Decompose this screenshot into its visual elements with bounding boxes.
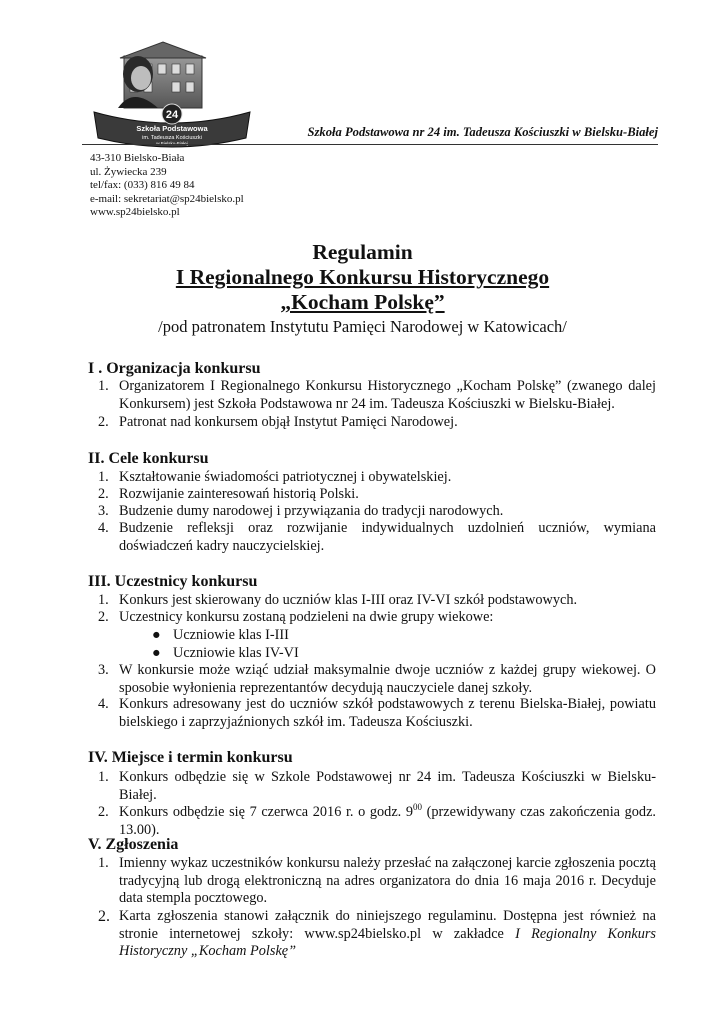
section-heading: IV. Miejsce i termin konkursu xyxy=(88,749,293,766)
bullet-text: Uczniowie klas I-III xyxy=(173,627,289,643)
list-item xyxy=(98,609,656,627)
document-title xyxy=(0,240,725,337)
bullet-item xyxy=(152,645,299,663)
bullet-item xyxy=(152,627,289,645)
school-address xyxy=(90,152,244,220)
list-item xyxy=(98,592,656,610)
bullet-icon: ● xyxy=(152,645,161,661)
item-text: Rozwijanie zainteresowań historią Polski. xyxy=(119,486,359,502)
title-line-1: Regulamin xyxy=(312,240,413,264)
section-heading: II. Cele konkursu xyxy=(88,450,209,467)
item-number: 2. xyxy=(98,486,109,502)
address-line: 43-310 Bielsko-Biała xyxy=(90,152,185,164)
logo-number: 24 xyxy=(165,109,179,121)
list-item xyxy=(98,855,656,908)
list-item xyxy=(98,520,656,555)
list-item xyxy=(98,469,656,487)
list-item xyxy=(98,503,656,521)
logo-text-1: Szkoła Podstawowa xyxy=(136,124,208,133)
item-number: 4. xyxy=(98,696,109,712)
item-text: Konkurs adresowany jest do uczniów szkół podstawowych z terenu Bielska-Białej, powiatu bielskiego i zaprzyjaźnionych szkół im. Tadeusza Kościuszki. xyxy=(119,696,656,730)
item-number: 2. xyxy=(98,804,109,820)
item-text xyxy=(119,908,656,961)
list-item xyxy=(98,696,656,731)
item-number: 3. xyxy=(98,662,109,678)
item-text: Uczestnicy konkursu zostaną podzieleni na dwie grupy wiekowe: xyxy=(119,609,494,625)
item-text: Budzenie refleksji oraz rozwijanie indywidualnych uzdolnień uczniów, wymiana doświadczeń kadry nauczycielskiej. xyxy=(119,520,656,554)
item-text: Imienny wykaz uczestników konkursu należy przesłać na załączonej karcie zgłoszenia pocztą tradycyjną lub drogą elektroniczną na adres organizatora do dnia 16 maja 2016 r. Decyduje data stempla pocztowego. xyxy=(119,855,656,906)
item-text xyxy=(119,804,656,839)
list-item xyxy=(98,769,656,804)
title-line-3: „Kocham Polskę” xyxy=(280,290,445,314)
item-text: Organizatorem I Regionalnego Konkursu Historycznego „Kocham Polskę” (zwanego dalej Konkursem) jest Szkoła Podstawowa nr 24 im. Tadeusza Kościuszki w Bielsku-Białej. xyxy=(119,378,656,412)
item-text-part: (przewidywany czas zakończenia godz. 13.00). xyxy=(119,804,656,838)
list-item xyxy=(98,486,656,504)
section-heading: V. Zgłoszenia xyxy=(88,836,179,853)
item-text: Kształtowanie świadomości patriotycznej i obywatelskiej. xyxy=(119,469,452,485)
item-number: 4. xyxy=(98,520,109,536)
school-logo xyxy=(88,38,256,150)
list-item xyxy=(98,378,656,413)
patronage-line: /pod patronatem Instytutu Pamięci Narodowej w Katowicach/ xyxy=(158,317,567,336)
item-text: Patronat nad konkursem objął Instytut Pamięci Narodowej. xyxy=(119,414,458,430)
bullet-icon: ● xyxy=(152,627,161,643)
address-line: ul. Żywiecka 239 xyxy=(90,165,167,178)
email-line: e-mail: sekretariat@sp24bielsko.pl xyxy=(90,192,244,205)
item-number: 2. xyxy=(98,609,109,625)
logo-text-3: w Bielsku-Białej xyxy=(156,141,188,146)
item-number: 1. xyxy=(98,378,109,394)
item-text-part: Konkurs odbędzie się 7 czerwca 2016 r. o godz. 9 xyxy=(119,804,414,820)
item-text-part: Karta zgłoszenia stanowi załącznik do niniejszego regulaminu. Dostępna jest również na stronie internetowej szkoły: www.sp24bielsko.pl w zakładce xyxy=(119,908,656,942)
website-line: www.sp24bielsko.pl xyxy=(90,206,180,219)
item-text-italic: I Regionalny Konkurs Historyczny „Kocham Polskę” xyxy=(119,925,656,959)
list-item xyxy=(98,662,656,697)
list-item xyxy=(98,414,656,432)
bullet-text: Uczniowie klas IV-VI xyxy=(173,645,299,661)
section-heading: III. Uczestnicy konkursu xyxy=(88,573,258,590)
time-superscript: 00 xyxy=(413,802,423,813)
item-number: 3. xyxy=(98,503,109,519)
item-number: 2. xyxy=(98,414,109,430)
section-heading: I . Organizacja konkursu xyxy=(88,360,261,377)
title-line-2: I Regionalnego Konkursu Historycznego xyxy=(175,265,550,289)
item-text: W konkursie może wziąć udział maksymalnie dwoje uczniów z każdej grupy wiekowej. O sposobie wyłonienia reprezentantów decydują nauczyciele danej szkoły. xyxy=(119,662,656,696)
item-text: Budzenie dumy narodowej i przywiązania do tradycji narodowych. xyxy=(119,503,504,519)
phone-line: tel/fax: (033) 816 49 84 xyxy=(90,179,195,192)
item-number: 2. xyxy=(98,908,110,925)
item-text: Konkurs jest skierowany do uczniów klas I-III oraz IV-VI szkół podstawowych. xyxy=(119,592,578,608)
list-item xyxy=(98,804,656,839)
item-text: Konkurs odbędzie się w Szkole Podstawowej nr 24 im. Tadeusza Kościuszki w Bielsku-Białej. xyxy=(119,769,656,803)
item-number: 1. xyxy=(98,855,109,871)
logo-text-2: im. Tadeusza Kościuszki xyxy=(142,135,202,141)
item-number: 1. xyxy=(98,469,109,485)
item-number: 1. xyxy=(98,592,109,608)
header-divider xyxy=(82,144,658,145)
item-number: 1. xyxy=(98,769,109,785)
list-item xyxy=(98,908,656,961)
school-name: Szkoła Podstawowa nr 24 im. Tadeusza Kościuszki w Bielsku-Białej xyxy=(307,125,658,139)
